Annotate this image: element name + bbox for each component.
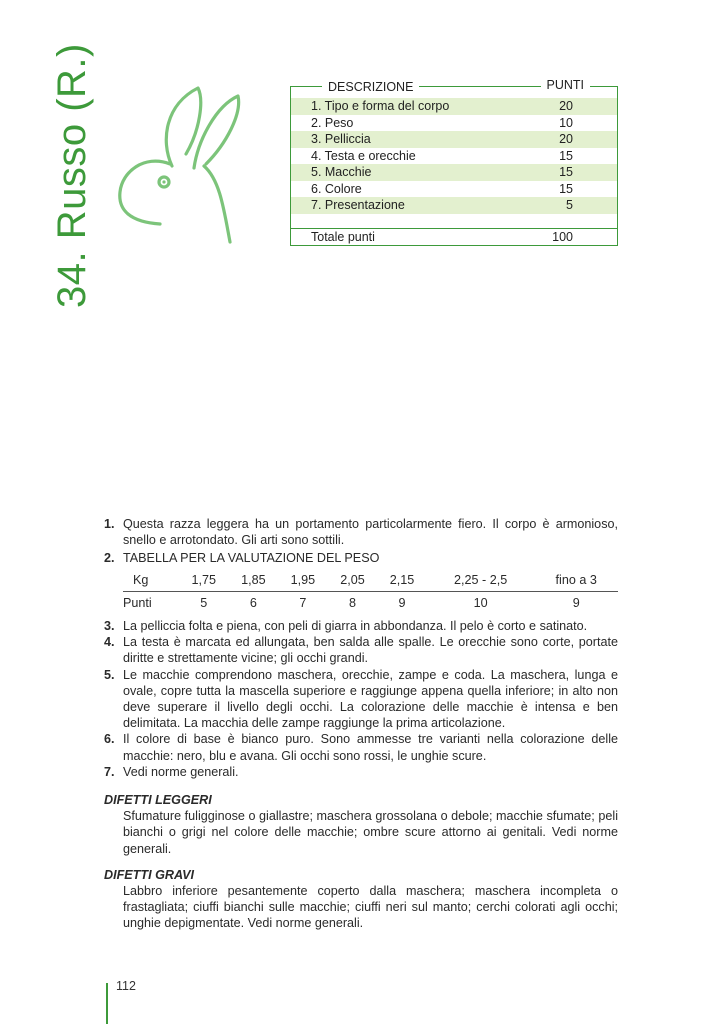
score-row: 3. Pelliccia 20 (291, 131, 617, 148)
item-7: 7. Vedi norme generali. (104, 764, 239, 779)
standard-text (104, 516, 618, 932)
weight-row-kg: Kg 1,75 1,85 1,95 2,05 2,15 2,25 - 2,5 fino a 3 (123, 569, 618, 592)
score-table (290, 80, 618, 246)
difetti-gravi-text: Labbro inferiore pesantemente coperto dalla maschera; maschera incompleta o frastagliata; ciuffi bianchi sulle macchie; ciuffi neri sul manto; cerchi colorati agli occhi; unghie depigmentate. Vedi norme generali. (123, 884, 618, 931)
item-1: 1. Questa razza leggera ha un portamento particolarmente fiero. Il corpo è armonioso, snello e arrotondato. Gli arti sono sottili. (104, 517, 618, 548)
item-2: 2. TABELLA PER LA VALUTAZIONE DEL PESO (104, 551, 380, 566)
difetti-leggeri-text: Sfumature fuligginose o giallastre; maschera grossolana o debole; macchie sfumate; peli bianchi o grigi nel colore delle macchie; ombre scure attorno ai genitali. Vedi norme generali. (123, 809, 618, 856)
score-row: 4. Testa e orecchie 15 (311, 148, 573, 163)
difetti-leggeri-heading: DIFETTI LEGGERI (104, 793, 212, 808)
page-title: 34. Russo (R.) (50, 43, 94, 308)
rabbit-logo-icon (108, 80, 248, 250)
score-spacer (291, 214, 617, 228)
difetti-gravi-heading: DIFETTI GRAVI (104, 867, 195, 882)
page-number-bar (106, 983, 108, 1024)
score-header-points: PUNTI (541, 78, 591, 92)
item-4: 4. La testa è marcata ed allungata, ben salda alle spalle. Le orecchie sono corte, portate diritte e strettamente vicine; gli occhi grandi. (104, 635, 618, 666)
item-5: 5. Le macchie comprendono maschera, orecchie, zampe e coda. La maschera, lunga e ovale, copre tutta la mascella superiore e raggiunge appena quella inferiore; in alto non deve superare il livello degli occhi. La colorazione delle macchie è intensa e ben delimitata. La macchia delle zampe raggiunge la prima articolazione. (104, 667, 618, 731)
score-row: 6. Colore 15 (311, 181, 573, 196)
item-6: 6. Il colore di base è bianco puro. Sono ammesse tre varianti nella colorazione delle macchie: nero, blu e avana. Gli occhi sono rossi, le unghie scure. (104, 732, 618, 763)
item-3: 3. La pelliccia folta e piena, con peli di giarra in abbondanza. Il pelo è corto e satinato. (104, 619, 588, 634)
score-row: 5. Macchie 15 (291, 164, 617, 181)
score-row: 1. Tipo e forma del corpo 20 (291, 98, 617, 115)
score-row: 2. Peso 10 (311, 115, 573, 130)
weight-row-punti: Punti 5 6 7 8 9 10 9 (123, 595, 580, 610)
score-header-description: DESCRIZIONE (322, 80, 419, 94)
score-row: 7. Presentazione 5 (291, 197, 617, 214)
score-total-row: Totale punti 100 (291, 228, 617, 246)
page-number: 112 (116, 979, 136, 993)
weight-table (123, 569, 618, 614)
